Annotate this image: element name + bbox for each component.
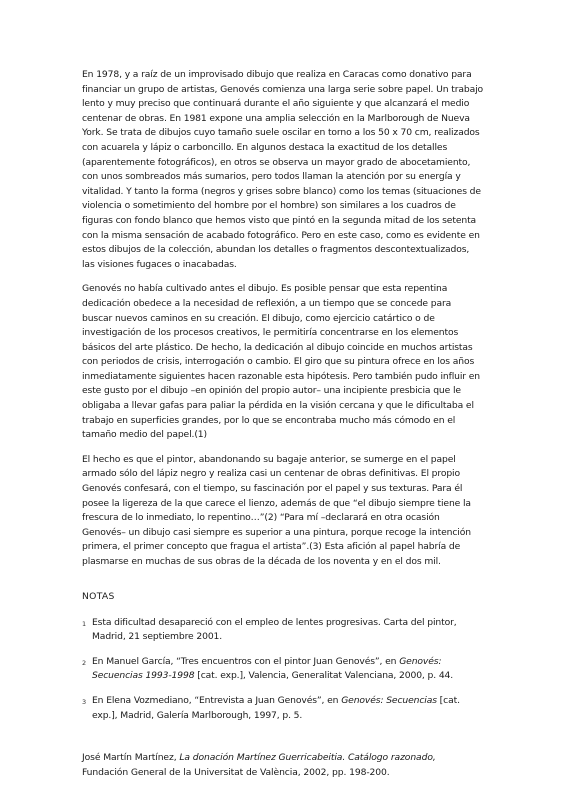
- note-number: 3: [82, 697, 87, 706]
- note-number: 2: [82, 658, 87, 667]
- note-text: En Manuel García, “Tres encuentros con el pintor Juan Genovés”, en Genovés: Secuencias 1993-1998 [cat. exp.], Valencia, Generalitat Valenciana, 2000, p. 44.: [92, 655, 454, 682]
- note-1: [82, 616, 484, 645]
- notes-heading: NOTAS: [82, 590, 115, 602]
- citation-publisher: Fundación General de la Universitat de València, 2002, pp. 198-200.: [82, 766, 390, 778]
- citation-title: La donación Martínez Guerricabeitia. Catálogo razonado,: [179, 752, 436, 764]
- note-text: En Elena Vozmediano, “Entrevista a Juan Genovés”, en Genovés: Secuencias [cat. exp.], Madrid, Galería Marlborough, 1997, p. 5.: [92, 694, 460, 721]
- citation-author: José Martín Martínez,: [82, 752, 180, 764]
- note-3: [82, 694, 484, 723]
- body-paragraph-3: El hecho es que el pintor, abandonando su bagaje anterior, se sumerge en el papel armado sólo del lápiz negro y realiza casi un centenar de obras definitivas. El propio Genovés confesará, con el tiempo, su fascinación por el papel y sus texturas. Para él posee la ligereza de la que carece el lienzo, además de que “el dibujo siempre tiene la frescura de lo inmediato, lo repentino…”(2) “Para mí –declarará en otra ocasión Genovés– un dibujo casi siempre es superior a una pintura, porque recoge la intención primera, el primer concepto que fragua el artista”.(3) Esta afición al papel habría de plasmarse en muchas de sus obras de la década de los noventa y en el dos mil.: [82, 453, 471, 567]
- note-title-italic: Genovés: Secuencias: [341, 694, 437, 706]
- body-paragraph-1: En 1978, y a raíz de un improvisado dibujo que realiza en Caracas como donativo para financiar un grupo de artistas, Genovés comienza una larga serie sobre papel. Un trabajo lento y muy preciso que continuará durante el año siguiente y que alcanzará el medio centenar de obras. En 1981 expone una amplia selección en la Marlborough de Nueva York. Se trata de dibujos cuyo tamaño suele oscilar en torno a los 50 x 70 cm, realizados con acuarela y lápiz o carboncillo. En algunos destaca la exactitud de los detalles (aparentemente fotográficos), en otros se observa un mayor grado de abocetamiento, con unos sombreados más sumarios, pero todos llaman la atención por su energía y vitalidad. Y tanto la forma (negros y grises sobre blanco) como los temas (situaciones de violencia o sometimiento del hombre por el hombre) son similares a los cuadros de figuras con fondo blanco que hemos visto que pintó en la segunda mitad de los setenta con la misma sensación de acabado fotográfico. Pero en este caso, como es evidente en estos dibujos de la colección, abundan los detalles o fragmentos descontextualizados, las visiones fugaces o inacabadas.: [82, 69, 484, 270]
- note-number: 1: [82, 619, 87, 628]
- body-paragraph-2: Genovés no había cultivado antes el dibujo. Es posible pensar que esta repentina dedicación obedece a la necesidad de reflexión, a un tiempo que se concede para buscar nuevos caminos en su creación. El dibujo, como ejercicio catártico o de investigación de los procesos creativos, le permitiría concentrarse en los elementos básicos del arte plástico. De hecho, la dedicación al dibujo coincide en muchos artistas con periodos de crisis, interrogación o cambio. El giro que su pintura ofrece en los años inmediatamente siguientes hacen razonable esta hipótesis. Pero también pudo influir en este gusto por el dibujo –en opinión del propio autor– una incipiente presbicia que le obligaba a llevar gafas para paliar la pérdida en la visión cercana y que le dificultaba el trabajo en superficies grandes, por lo que se encontraba mucho más cómodo en el tamaño medio del papel.(1): [82, 283, 480, 441]
- note-text: Esta dificultad desapareció con el empleo de lentes progresivas. Carta del pintor, Madrid, 21 septiembre 2001.: [92, 616, 457, 643]
- note-2: [82, 655, 484, 684]
- note-title-italic: Genovés: Secuencias 1993-1998: [92, 655, 442, 682]
- source-citation: [82, 751, 484, 780]
